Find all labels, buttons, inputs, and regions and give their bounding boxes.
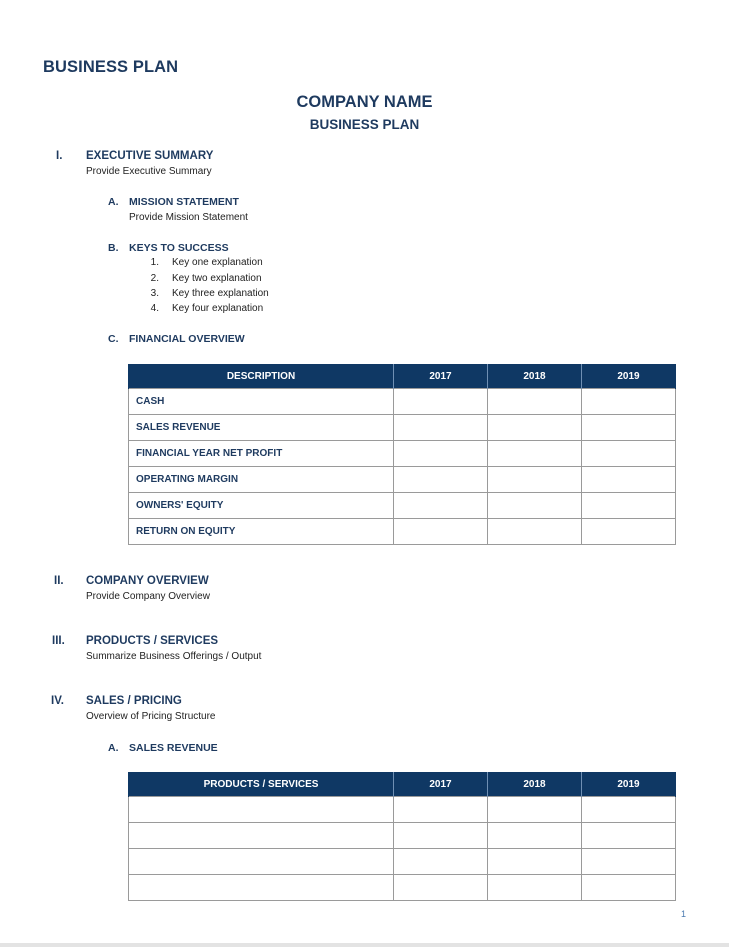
cell-2019[interactable] [582,519,676,545]
section-num: II. [54,575,64,587]
cell-2017[interactable] [394,493,488,519]
section-desc: Overview of Pricing Structure [86,711,216,722]
cell-2017[interactable] [394,441,488,467]
section-num: IV. [51,695,65,707]
column-header-2019: 2019 [582,772,676,797]
sales-revenue-table [128,772,676,901]
row-label: SALES REVENUE [129,415,394,441]
page-bottom-edge [0,943,729,947]
column-header-2017: 2017 [394,364,488,389]
table-row [129,493,676,519]
cell-product[interactable] [129,797,394,823]
column-header-description: DESCRIPTION [129,364,394,389]
cell-2019[interactable] [582,467,676,493]
row-label: OWNERS' EQUITY [129,493,394,519]
cell-2019[interactable] [582,849,676,875]
column-header-2018: 2018 [488,772,582,797]
column-header-2018: 2018 [488,364,582,389]
cell-2018[interactable] [488,493,582,519]
table-row [129,519,676,545]
section-title: EXECUTIVE SUMMARY [86,150,214,162]
subsection-letter: A. [108,742,119,754]
subsection-letter: A. [108,196,119,208]
row-label: CASH [129,389,394,415]
page-number: 1 [681,909,687,919]
cell-product[interactable] [129,875,394,901]
table-row [129,415,676,441]
section-desc: Provide Company Overview [86,591,210,602]
company-subtitle: BUSINESS PLAN [309,117,420,132]
section-title: SALES / PRICING [86,695,182,707]
subsection-letter: C. [108,333,119,345]
cell-2018[interactable] [488,415,582,441]
table-row [129,849,676,875]
list-text: Key two explanation [172,273,262,284]
column-header-2017: 2017 [394,772,488,797]
financial-overview-table [128,364,676,545]
cell-2019[interactable] [582,875,676,901]
cell-2018[interactable] [488,441,582,467]
section-desc: Summarize Business Offerings / Output [86,651,262,662]
cell-2017[interactable] [394,519,488,545]
cell-2018[interactable] [488,849,582,875]
section-num: I. [56,150,63,162]
table-header-row [129,772,676,797]
section-num: III. [52,635,65,647]
cell-2019[interactable] [582,823,676,849]
cell-2019[interactable] [582,441,676,467]
subsection-title: MISSION STATEMENT [129,196,239,208]
row-label: OPERATING MARGIN [129,467,394,493]
cell-2017[interactable] [394,849,488,875]
cell-2017[interactable] [394,797,488,823]
section-title: COMPANY OVERVIEW [86,575,209,587]
cell-2018[interactable] [488,467,582,493]
section-desc: Provide Executive Summary [86,166,212,177]
subsection-desc: Provide Mission Statement [129,212,248,223]
list-num: 2. [150,273,159,284]
cell-2019[interactable] [582,493,676,519]
cell-2018[interactable] [488,519,582,545]
company-name: COMPANY NAME [296,93,433,111]
list-text: Key one explanation [172,257,263,268]
cell-2017[interactable] [394,875,488,901]
subsection-title: KEYS TO SUCCESS [129,242,229,254]
row-label: RETURN ON EQUITY [129,519,394,545]
cell-2019[interactable] [582,797,676,823]
table-row [129,797,676,823]
subsection-letter: B. [108,242,119,254]
list-text: Key four explanation [172,303,264,314]
row-label: FINANCIAL YEAR NET PROFIT [129,441,394,467]
list-num: 3. [150,288,159,299]
subsection-title: SALES REVENUE [129,742,218,754]
table-row [129,875,676,901]
section-title: PRODUCTS / SERVICES [86,635,219,647]
cell-2017[interactable] [394,415,488,441]
cell-2017[interactable] [394,467,488,493]
cell-2018[interactable] [488,389,582,415]
cell-2019[interactable] [582,389,676,415]
cell-2018[interactable] [488,823,582,849]
cell-2017[interactable] [394,823,488,849]
cell-product[interactable] [129,849,394,875]
column-header-products-services: PRODUCTS / SERVICES [129,772,394,797]
cell-2018[interactable] [488,875,582,901]
cell-2017[interactable] [394,389,488,415]
table-header-row [129,364,676,389]
list-text: Key three explanation [172,288,269,299]
cell-product[interactable] [129,823,394,849]
list-num: 1. [150,257,159,268]
table-row [129,389,676,415]
doc-title: BUSINESS PLAN [43,58,179,76]
subsection-title: FINANCIAL OVERVIEW [129,333,245,345]
column-header-2019: 2019 [582,364,676,389]
table-row [129,823,676,849]
list-num: 4. [150,303,159,314]
table-row [129,441,676,467]
table-row [129,467,676,493]
cell-2019[interactable] [582,415,676,441]
cell-2018[interactable] [488,797,582,823]
